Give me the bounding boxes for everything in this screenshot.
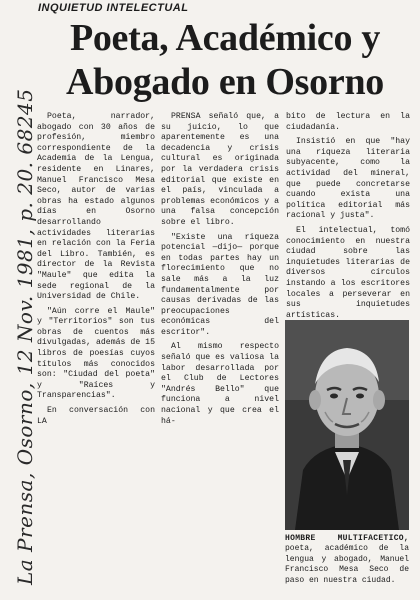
paragraph: Al mismo respecto señaló que es valiosa la labor desarrollada por el Club de Lectores "Andrés Bello" que funciona a nivel nacional y que crea el há- [161,342,279,426]
caption-lead: HOMBRE MULTIFACETICO, [285,534,409,543]
kicker: INQUIETUD INTELECTUAL [38,2,189,14]
paragraph: Insistió en que "hay una riqueza literaria subyacente, como la actividad del mineral, que puede concretarse cuando exista una política editorial más racional y justa". [286,137,410,221]
article-column-1 [37,112,155,431]
portrait-photo [285,320,409,530]
handwritten-source-note: La Prensa, Osorno, 12 Nov. 1981, p. 20. 68245 [13,88,37,585]
paragraph: En conversación con LA [37,406,155,426]
paragraph: Poeta, narrador, abogado con 30 años de profesión, miembro correspondiente de la Academia de la Lengua, residente en Linares, Manuel Francisco Mesa Seco, autor de varias obras ha estado algunos días en Osorno desarrollando actividades literarias en relación con la Feria del Libro. También, es director de la Revista "Maule" que edita la sede regional de la Universidad de Chile. [37,112,155,302]
paragraph: bito de lectura en la ciudadanía. [286,112,410,132]
caption-body: poeta, académico de la lengua y abogado, Manuel Francisco Mesa Seco de paso en nuestra ciudad. [285,544,409,585]
article-column-3 [286,112,410,325]
paragraph: "Aún corre el Maule" y "Territorios" son tus obras de cuentos más divulgadas, además de 15 libros de poesías cuyos títulos más conocidos son: "Ciudad del poeta" y "Raíces y Transparencias". [37,306,155,401]
article-column-2 [161,112,279,431]
paragraph: PRENSA señaló que, a su juicio, lo que aparentemente es una decadencia y crisis cultural es originada por la verdadera crisis editorial que existe en el país, vinculada a problemas económicos y a una falsa concepción sobre el libro. [161,112,279,227]
headline-line-2: Abogado en Osorno [66,61,384,103]
headline [40,16,410,104]
headline-line-1: Poeta, Académico y [69,17,381,59]
paragraph: El intelectual, tomó conocimiento en nuestra ciudad sobre las inquietudes literarias de diversos círculos instando a los escritores locales a perseverar en sus inquietudes artísticas. [286,225,410,320]
paragraph: "Existe una riqueza potencial —dijo— porque en todas partes hay un florecimiento que no sale más a la luz fundamentalmente por causas derivadas de las preocupaciones económicas del escritor". [161,232,279,337]
portrait-illustration [285,320,409,530]
photo-caption [285,534,409,586]
